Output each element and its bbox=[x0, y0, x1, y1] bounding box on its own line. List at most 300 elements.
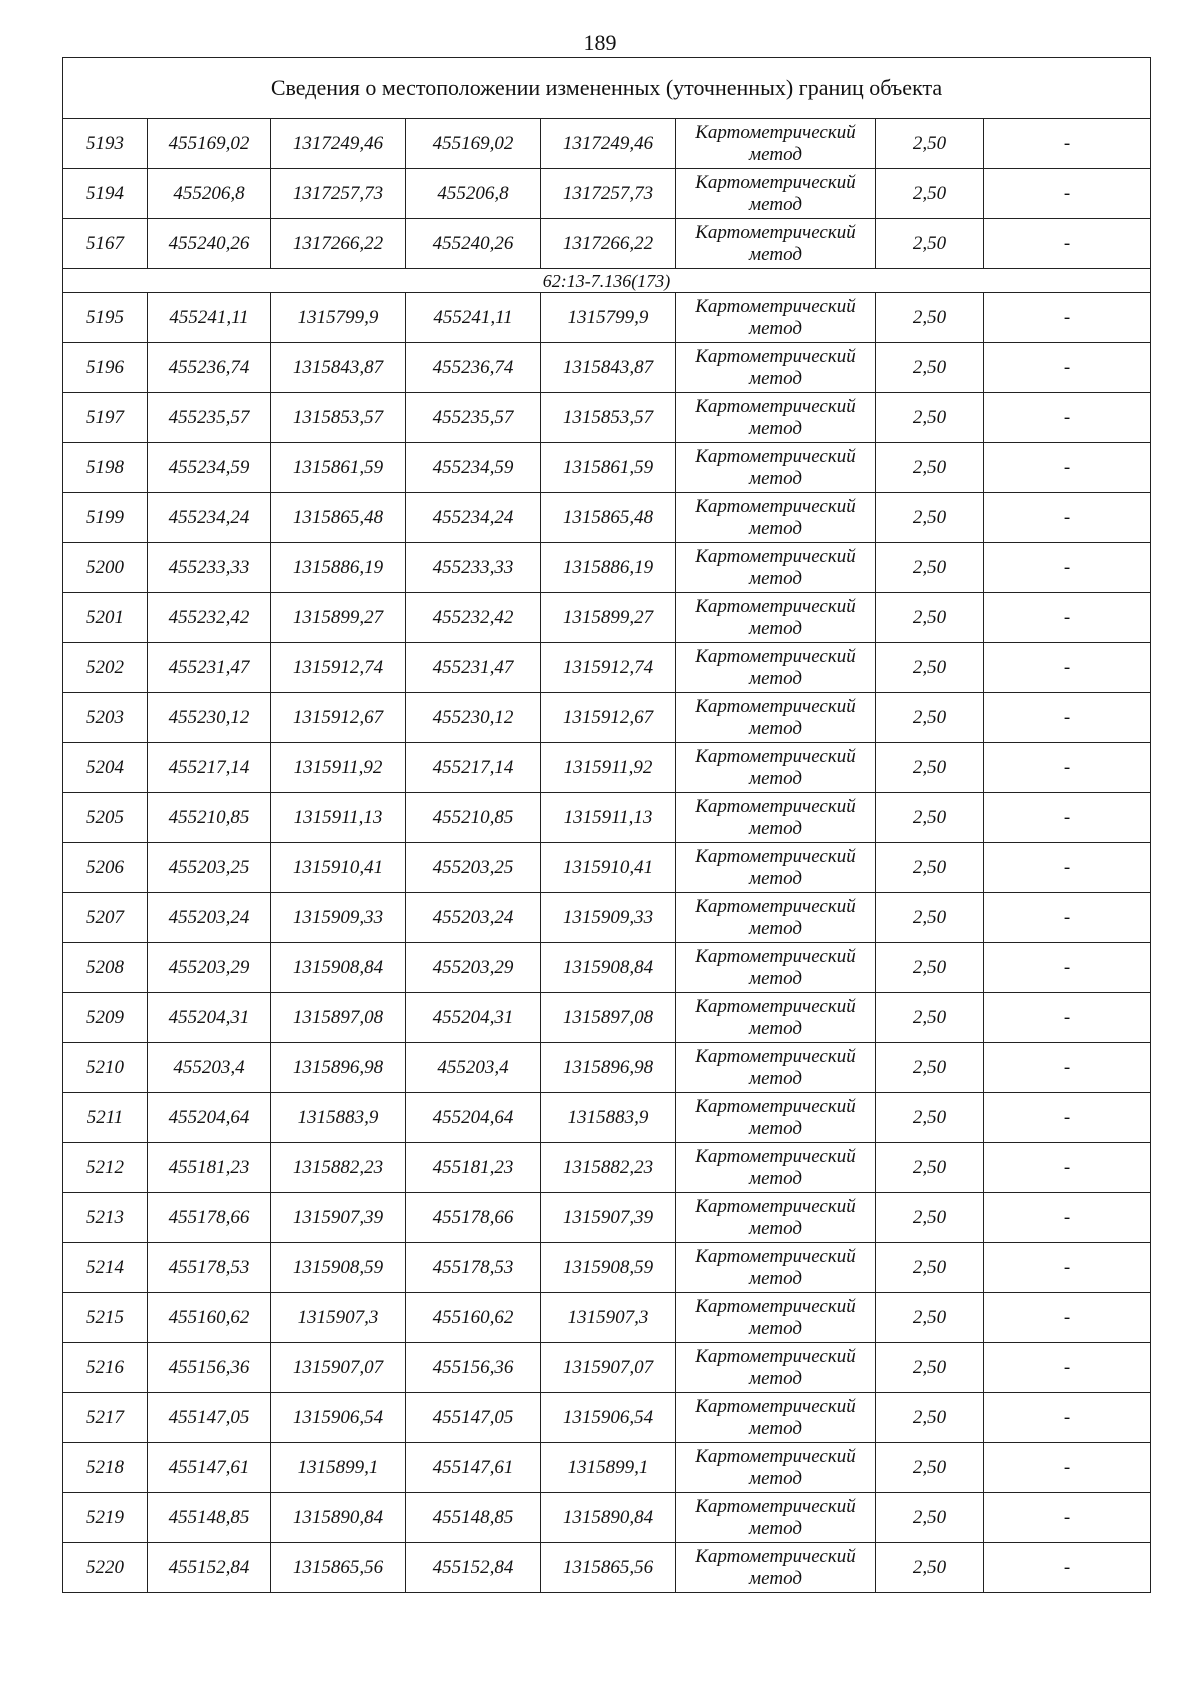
y-refined-cell: 1315896,98 bbox=[541, 1043, 676, 1093]
method-cell bbox=[676, 1043, 876, 1093]
table-row bbox=[63, 1043, 1151, 1093]
table-row bbox=[63, 169, 1151, 219]
method-cell bbox=[676, 1443, 876, 1493]
method-line2: метод bbox=[749, 1067, 802, 1089]
x-existing-cell: 455232,42 bbox=[148, 593, 271, 643]
description-cell: - bbox=[984, 943, 1151, 993]
description-cell: - bbox=[984, 293, 1151, 343]
x-existing-cell: 455236,74 bbox=[148, 343, 271, 393]
y-refined-cell: 1315911,13 bbox=[541, 793, 676, 843]
method-line2: метод bbox=[749, 193, 802, 215]
method-line1: Картометрический bbox=[695, 445, 856, 467]
method-line2: метод bbox=[749, 1367, 802, 1389]
point-id-cell: 5196 bbox=[63, 343, 148, 393]
y-existing-cell: 1315883,9 bbox=[271, 1093, 406, 1143]
method-line1: Картометрический bbox=[695, 545, 856, 567]
method-line2: метод bbox=[749, 667, 802, 689]
method-line1: Картометрический bbox=[695, 1395, 856, 1417]
x-existing-cell: 455204,64 bbox=[148, 1093, 271, 1143]
y-existing-cell: 1315865,48 bbox=[271, 493, 406, 543]
accuracy-cell: 2,50 bbox=[876, 843, 984, 893]
method-cell bbox=[676, 119, 876, 169]
table-row bbox=[63, 593, 1151, 643]
method-cell bbox=[676, 219, 876, 269]
method-line1: Картометрический bbox=[695, 695, 856, 717]
method-line2: метод bbox=[749, 1017, 802, 1039]
x-refined-cell: 455236,74 bbox=[406, 343, 541, 393]
method-line1: Картометрический bbox=[695, 221, 856, 243]
description-cell: - bbox=[984, 1443, 1151, 1493]
method-cell bbox=[676, 1143, 876, 1193]
y-refined-cell: 1315908,59 bbox=[541, 1243, 676, 1293]
description-cell: - bbox=[984, 693, 1151, 743]
x-existing-cell: 455230,12 bbox=[148, 693, 271, 743]
y-refined-cell: 1315799,9 bbox=[541, 293, 676, 343]
point-id-cell: 5167 bbox=[63, 219, 148, 269]
method-line2: метод bbox=[749, 867, 802, 889]
x-refined-cell: 455169,02 bbox=[406, 119, 541, 169]
method-line1: Картометрический bbox=[695, 1145, 856, 1167]
x-existing-cell: 455181,23 bbox=[148, 1143, 271, 1193]
point-id-cell: 5215 bbox=[63, 1293, 148, 1343]
point-id-cell: 5207 bbox=[63, 893, 148, 943]
y-existing-cell: 1315899,1 bbox=[271, 1443, 406, 1493]
x-existing-cell: 455217,14 bbox=[148, 743, 271, 793]
table-row bbox=[63, 993, 1151, 1043]
y-refined-cell: 1315912,74 bbox=[541, 643, 676, 693]
x-refined-cell: 455203,24 bbox=[406, 893, 541, 943]
method-cell bbox=[676, 343, 876, 393]
accuracy-cell: 2,50 bbox=[876, 643, 984, 693]
parcel-label: 62:13-7.136(173) bbox=[63, 269, 1151, 293]
y-existing-cell: 1315890,84 bbox=[271, 1493, 406, 1543]
method-line1: Картометрический bbox=[695, 645, 856, 667]
method-line2: метод bbox=[749, 143, 802, 165]
y-existing-cell: 1315906,54 bbox=[271, 1393, 406, 1443]
accuracy-cell: 2,50 bbox=[876, 1243, 984, 1293]
method-cell bbox=[676, 943, 876, 993]
x-existing-cell: 455147,05 bbox=[148, 1393, 271, 1443]
method-line1: Картометрический bbox=[695, 1545, 856, 1567]
method-cell bbox=[676, 443, 876, 493]
method-line2: метод bbox=[749, 1567, 802, 1589]
point-id-cell: 5197 bbox=[63, 393, 148, 443]
y-refined-cell: 1315843,87 bbox=[541, 343, 676, 393]
method-line2: метод bbox=[749, 317, 802, 339]
y-existing-cell: 1315907,3 bbox=[271, 1293, 406, 1343]
description-cell: - bbox=[984, 1193, 1151, 1243]
method-cell bbox=[676, 1493, 876, 1543]
method-line2: метод bbox=[749, 1467, 802, 1489]
method-line2: метод bbox=[749, 1417, 802, 1439]
y-existing-cell: 1315912,67 bbox=[271, 693, 406, 743]
x-existing-cell: 455178,66 bbox=[148, 1193, 271, 1243]
point-id-cell: 5216 bbox=[63, 1343, 148, 1393]
table-title: Сведения о местоположении измененных (уточненных) границ объекта bbox=[63, 58, 1151, 119]
accuracy-cell: 2,50 bbox=[876, 1543, 984, 1593]
method-cell bbox=[676, 493, 876, 543]
y-refined-cell: 1315865,48 bbox=[541, 493, 676, 543]
method-line1: Картометрический bbox=[695, 595, 856, 617]
y-refined-cell: 1315853,57 bbox=[541, 393, 676, 443]
boundary-coordinates-table bbox=[62, 57, 1151, 1593]
method-line2: метод bbox=[749, 567, 802, 589]
method-line1: Картометрический bbox=[695, 1295, 856, 1317]
accuracy-cell: 2,50 bbox=[876, 793, 984, 843]
method-line1: Картометрический bbox=[695, 1045, 856, 1067]
x-existing-cell: 455240,26 bbox=[148, 219, 271, 269]
table-row bbox=[63, 1343, 1151, 1393]
x-refined-cell: 455148,85 bbox=[406, 1493, 541, 1543]
x-existing-cell: 455169,02 bbox=[148, 119, 271, 169]
y-refined-cell: 1315912,67 bbox=[541, 693, 676, 743]
method-line2: метод bbox=[749, 243, 802, 265]
y-existing-cell: 1315911,92 bbox=[271, 743, 406, 793]
accuracy-cell: 2,50 bbox=[876, 443, 984, 493]
y-refined-cell: 1315909,33 bbox=[541, 893, 676, 943]
method-line1: Картометрический bbox=[695, 295, 856, 317]
x-existing-cell: 455233,33 bbox=[148, 543, 271, 593]
method-line2: метод bbox=[749, 967, 802, 989]
table-row bbox=[63, 1143, 1151, 1193]
x-existing-cell: 455234,59 bbox=[148, 443, 271, 493]
y-refined-cell: 1315907,07 bbox=[541, 1343, 676, 1393]
method-line1: Картометрический bbox=[695, 845, 856, 867]
point-id-cell: 5214 bbox=[63, 1243, 148, 1293]
x-refined-cell: 455240,26 bbox=[406, 219, 541, 269]
x-existing-cell: 455152,84 bbox=[148, 1543, 271, 1593]
accuracy-cell: 2,50 bbox=[876, 1093, 984, 1143]
y-existing-cell: 1315899,27 bbox=[271, 593, 406, 643]
y-refined-cell: 1315899,1 bbox=[541, 1443, 676, 1493]
accuracy-cell: 2,50 bbox=[876, 493, 984, 543]
method-line2: метод bbox=[749, 817, 802, 839]
method-cell bbox=[676, 693, 876, 743]
method-line1: Картометрический bbox=[695, 795, 856, 817]
x-refined-cell: 455178,53 bbox=[406, 1243, 541, 1293]
x-existing-cell: 455206,8 bbox=[148, 169, 271, 219]
x-refined-cell: 455147,05 bbox=[406, 1393, 541, 1443]
description-cell: - bbox=[984, 1093, 1151, 1143]
x-refined-cell: 455234,24 bbox=[406, 493, 541, 543]
y-existing-cell: 1315799,9 bbox=[271, 293, 406, 343]
x-existing-cell: 455210,85 bbox=[148, 793, 271, 843]
method-cell bbox=[676, 293, 876, 343]
description-cell: - bbox=[984, 1543, 1151, 1593]
point-id-cell: 5195 bbox=[63, 293, 148, 343]
table-row bbox=[63, 1543, 1151, 1593]
accuracy-cell: 2,50 bbox=[876, 393, 984, 443]
x-existing-cell: 455231,47 bbox=[148, 643, 271, 693]
x-existing-cell: 455147,61 bbox=[148, 1443, 271, 1493]
parcel-header-row bbox=[63, 269, 1151, 293]
accuracy-cell: 2,50 bbox=[876, 693, 984, 743]
method-line1: Картометрический bbox=[695, 345, 856, 367]
table-row bbox=[63, 343, 1151, 393]
x-refined-cell: 455232,42 bbox=[406, 593, 541, 643]
method-cell bbox=[676, 1193, 876, 1243]
table-row bbox=[63, 493, 1151, 543]
table-row bbox=[63, 293, 1151, 343]
point-id-cell: 5203 bbox=[63, 693, 148, 743]
point-id-cell: 5205 bbox=[63, 793, 148, 843]
point-id-cell: 5206 bbox=[63, 843, 148, 893]
table-row bbox=[63, 1493, 1151, 1543]
method-line2: метод bbox=[749, 517, 802, 539]
y-refined-cell: 1315883,9 bbox=[541, 1093, 676, 1143]
table-row bbox=[63, 743, 1151, 793]
method-line1: Картометрический bbox=[695, 1095, 856, 1117]
x-refined-cell: 455241,11 bbox=[406, 293, 541, 343]
accuracy-cell: 2,50 bbox=[876, 219, 984, 269]
method-line1: Картометрический bbox=[695, 745, 856, 767]
accuracy-cell: 2,50 bbox=[876, 1293, 984, 1343]
description-cell: - bbox=[984, 843, 1151, 893]
x-existing-cell: 455203,25 bbox=[148, 843, 271, 893]
x-refined-cell: 455206,8 bbox=[406, 169, 541, 219]
table-row bbox=[63, 843, 1151, 893]
table-row bbox=[63, 1093, 1151, 1143]
method-line1: Картометрический bbox=[695, 1245, 856, 1267]
accuracy-cell: 2,50 bbox=[876, 1393, 984, 1443]
table-row bbox=[63, 443, 1151, 493]
description-cell: - bbox=[984, 169, 1151, 219]
x-existing-cell: 455178,53 bbox=[148, 1243, 271, 1293]
y-refined-cell: 1317249,46 bbox=[541, 119, 676, 169]
x-refined-cell: 455210,85 bbox=[406, 793, 541, 843]
x-refined-cell: 455203,25 bbox=[406, 843, 541, 893]
method-line2: метод bbox=[749, 467, 802, 489]
y-refined-cell: 1317257,73 bbox=[541, 169, 676, 219]
accuracy-cell: 2,50 bbox=[876, 293, 984, 343]
table-row bbox=[63, 893, 1151, 943]
method-line1: Картометрический bbox=[695, 1495, 856, 1517]
y-existing-cell: 1315908,84 bbox=[271, 943, 406, 993]
accuracy-cell: 2,50 bbox=[876, 943, 984, 993]
page-number: 189 bbox=[583, 30, 617, 55]
description-cell: - bbox=[984, 1393, 1151, 1443]
accuracy-cell: 2,50 bbox=[876, 743, 984, 793]
point-id-cell: 5200 bbox=[63, 543, 148, 593]
x-existing-cell: 455148,85 bbox=[148, 1493, 271, 1543]
table-row bbox=[63, 1243, 1151, 1293]
point-id-cell: 5212 bbox=[63, 1143, 148, 1193]
point-id-cell: 5213 bbox=[63, 1193, 148, 1243]
method-cell bbox=[676, 893, 876, 943]
accuracy-cell: 2,50 bbox=[876, 119, 984, 169]
table-row bbox=[63, 393, 1151, 443]
description-cell: - bbox=[984, 743, 1151, 793]
y-existing-cell: 1315861,59 bbox=[271, 443, 406, 493]
point-id-cell: 5199 bbox=[63, 493, 148, 543]
y-existing-cell: 1317249,46 bbox=[271, 119, 406, 169]
description-cell: - bbox=[984, 443, 1151, 493]
description-cell: - bbox=[984, 993, 1151, 1043]
x-refined-cell: 455235,57 bbox=[406, 393, 541, 443]
description-cell: - bbox=[984, 893, 1151, 943]
description-cell: - bbox=[984, 1043, 1151, 1093]
accuracy-cell: 2,50 bbox=[876, 1043, 984, 1093]
method-cell bbox=[676, 1543, 876, 1593]
point-id-cell: 5218 bbox=[63, 1443, 148, 1493]
point-id-cell: 5201 bbox=[63, 593, 148, 643]
x-refined-cell: 455204,31 bbox=[406, 993, 541, 1043]
x-refined-cell: 455233,33 bbox=[406, 543, 541, 593]
description-cell: - bbox=[984, 119, 1151, 169]
description-cell: - bbox=[984, 1343, 1151, 1393]
method-line2: метод bbox=[749, 1117, 802, 1139]
method-line2: метод bbox=[749, 917, 802, 939]
table-row bbox=[63, 543, 1151, 593]
y-existing-cell: 1315865,56 bbox=[271, 1543, 406, 1593]
x-refined-cell: 455203,4 bbox=[406, 1043, 541, 1093]
x-existing-cell: 455160,62 bbox=[148, 1293, 271, 1343]
method-cell bbox=[676, 543, 876, 593]
x-refined-cell: 455203,29 bbox=[406, 943, 541, 993]
y-refined-cell: 1315897,08 bbox=[541, 993, 676, 1043]
table-title-row bbox=[63, 58, 1151, 119]
y-existing-cell: 1315882,23 bbox=[271, 1143, 406, 1193]
point-id-cell: 5217 bbox=[63, 1393, 148, 1443]
point-id-cell: 5209 bbox=[63, 993, 148, 1043]
table-row bbox=[63, 219, 1151, 269]
y-existing-cell: 1315907,07 bbox=[271, 1343, 406, 1393]
description-cell: - bbox=[984, 493, 1151, 543]
description-cell: - bbox=[984, 1293, 1151, 1343]
y-refined-cell: 1315861,59 bbox=[541, 443, 676, 493]
accuracy-cell: 2,50 bbox=[876, 1193, 984, 1243]
method-line1: Картометрический bbox=[695, 1445, 856, 1467]
x-refined-cell: 455204,64 bbox=[406, 1093, 541, 1143]
y-existing-cell: 1315896,98 bbox=[271, 1043, 406, 1093]
y-refined-cell: 1315882,23 bbox=[541, 1143, 676, 1193]
y-existing-cell: 1315908,59 bbox=[271, 1243, 406, 1293]
x-existing-cell: 455235,57 bbox=[148, 393, 271, 443]
point-id-cell: 5211 bbox=[63, 1093, 148, 1143]
y-existing-cell: 1315910,41 bbox=[271, 843, 406, 893]
x-refined-cell: 455217,14 bbox=[406, 743, 541, 793]
description-cell: - bbox=[984, 343, 1151, 393]
accuracy-cell: 2,50 bbox=[876, 1443, 984, 1493]
description-cell: - bbox=[984, 393, 1151, 443]
method-cell bbox=[676, 743, 876, 793]
description-cell: - bbox=[984, 593, 1151, 643]
description-cell: - bbox=[984, 543, 1151, 593]
y-refined-cell: 1315886,19 bbox=[541, 543, 676, 593]
accuracy-cell: 2,50 bbox=[876, 1143, 984, 1193]
method-line2: метод bbox=[749, 767, 802, 789]
accuracy-cell: 2,50 bbox=[876, 169, 984, 219]
method-cell bbox=[676, 843, 876, 893]
method-line2: метод bbox=[749, 1517, 802, 1539]
y-refined-cell: 1315907,3 bbox=[541, 1293, 676, 1343]
method-line1: Картометрический bbox=[695, 495, 856, 517]
method-line2: метод bbox=[749, 1167, 802, 1189]
y-existing-cell: 1315909,33 bbox=[271, 893, 406, 943]
method-line2: метод bbox=[749, 1267, 802, 1289]
x-existing-cell: 455234,24 bbox=[148, 493, 271, 543]
method-line2: метод bbox=[749, 1217, 802, 1239]
description-cell: - bbox=[984, 793, 1151, 843]
x-refined-cell: 455181,23 bbox=[406, 1143, 541, 1193]
method-cell bbox=[676, 393, 876, 443]
accuracy-cell: 2,50 bbox=[876, 1493, 984, 1543]
y-refined-cell: 1315899,27 bbox=[541, 593, 676, 643]
method-line1: Картометрический bbox=[695, 995, 856, 1017]
y-refined-cell: 1315910,41 bbox=[541, 843, 676, 893]
table-row bbox=[63, 943, 1151, 993]
x-refined-cell: 455234,59 bbox=[406, 443, 541, 493]
method-line2: метод bbox=[749, 717, 802, 739]
method-line1: Картометрический bbox=[695, 895, 856, 917]
x-refined-cell: 455230,12 bbox=[406, 693, 541, 743]
y-refined-cell: 1315865,56 bbox=[541, 1543, 676, 1593]
description-cell: - bbox=[984, 1493, 1151, 1543]
y-refined-cell: 1315890,84 bbox=[541, 1493, 676, 1543]
x-existing-cell: 455156,36 bbox=[148, 1343, 271, 1393]
table-row bbox=[63, 1193, 1151, 1243]
method-line1: Картометрический bbox=[695, 945, 856, 967]
y-refined-cell: 1315907,39 bbox=[541, 1193, 676, 1243]
y-refined-cell: 1315906,54 bbox=[541, 1393, 676, 1443]
point-id-cell: 5219 bbox=[63, 1493, 148, 1543]
description-cell: - bbox=[984, 1243, 1151, 1293]
y-existing-cell: 1315853,57 bbox=[271, 393, 406, 443]
method-line2: метод bbox=[749, 417, 802, 439]
point-id-cell: 5194 bbox=[63, 169, 148, 219]
accuracy-cell: 2,50 bbox=[876, 343, 984, 393]
method-line1: Картометрический bbox=[695, 1345, 856, 1367]
x-refined-cell: 455156,36 bbox=[406, 1343, 541, 1393]
description-cell: - bbox=[984, 1143, 1151, 1193]
x-existing-cell: 455203,29 bbox=[148, 943, 271, 993]
method-cell bbox=[676, 993, 876, 1043]
point-id-cell: 5220 bbox=[63, 1543, 148, 1593]
table-row bbox=[63, 643, 1151, 693]
description-cell: - bbox=[984, 219, 1151, 269]
table-row bbox=[63, 119, 1151, 169]
y-existing-cell: 1317266,22 bbox=[271, 219, 406, 269]
x-existing-cell: 455203,24 bbox=[148, 893, 271, 943]
method-line1: Картометрический bbox=[695, 121, 856, 143]
method-line1: Картометрический bbox=[695, 395, 856, 417]
x-existing-cell: 455203,4 bbox=[148, 1043, 271, 1093]
x-refined-cell: 455152,84 bbox=[406, 1543, 541, 1593]
method-cell bbox=[676, 169, 876, 219]
method-cell bbox=[676, 643, 876, 693]
description-cell: - bbox=[984, 643, 1151, 693]
method-cell bbox=[676, 1393, 876, 1443]
method-cell bbox=[676, 1293, 876, 1343]
accuracy-cell: 2,50 bbox=[876, 543, 984, 593]
table-row bbox=[63, 1293, 1151, 1343]
y-existing-cell: 1315907,39 bbox=[271, 1193, 406, 1243]
table-row bbox=[63, 1393, 1151, 1443]
y-refined-cell: 1315911,92 bbox=[541, 743, 676, 793]
method-cell bbox=[676, 1093, 876, 1143]
y-existing-cell: 1317257,73 bbox=[271, 169, 406, 219]
x-existing-cell: 455204,31 bbox=[148, 993, 271, 1043]
point-id-cell: 5193 bbox=[63, 119, 148, 169]
point-id-cell: 5202 bbox=[63, 643, 148, 693]
method-cell bbox=[676, 793, 876, 843]
point-id-cell: 5208 bbox=[63, 943, 148, 993]
accuracy-cell: 2,50 bbox=[876, 893, 984, 943]
y-existing-cell: 1315912,74 bbox=[271, 643, 406, 693]
y-existing-cell: 1315843,87 bbox=[271, 343, 406, 393]
method-line2: метод bbox=[749, 617, 802, 639]
table-row bbox=[63, 1443, 1151, 1493]
